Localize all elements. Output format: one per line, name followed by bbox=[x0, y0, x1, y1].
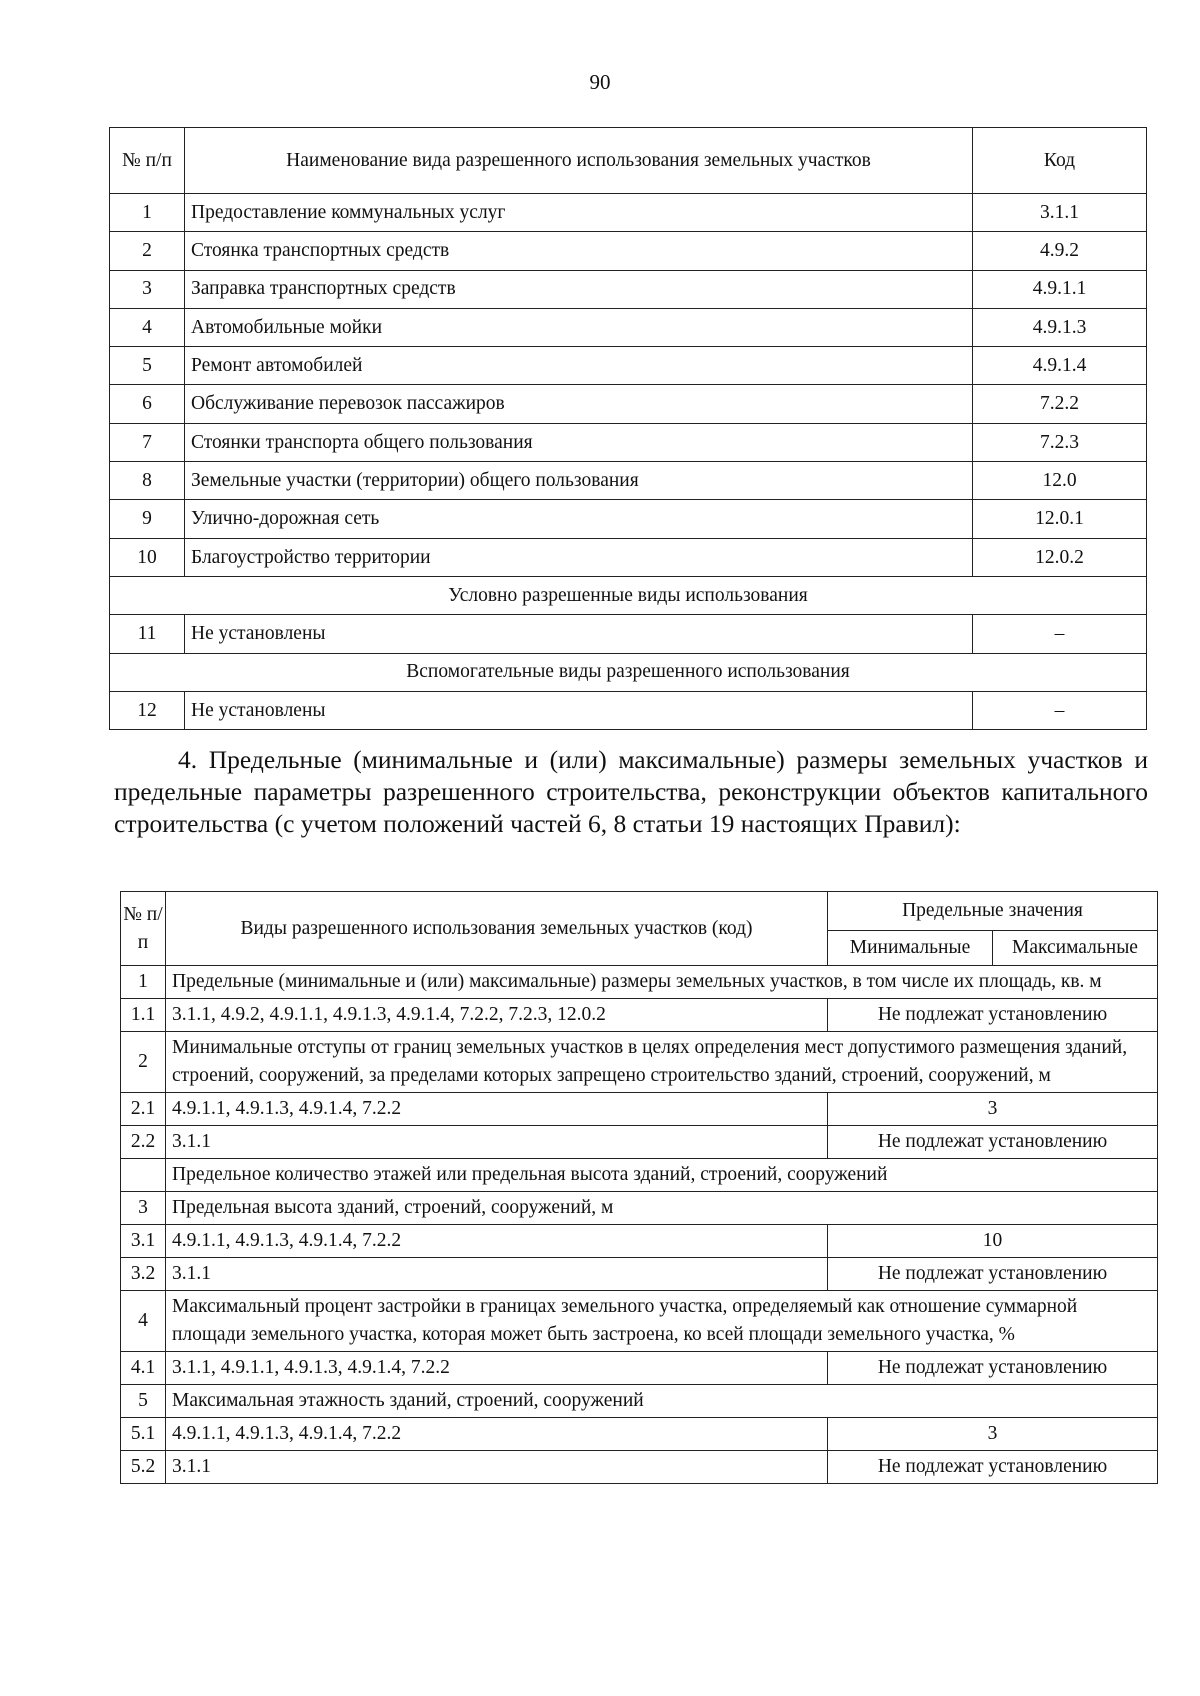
section-text: Максимальная этажность зданий, строений, сооружений bbox=[166, 1385, 1158, 1418]
row-num: 5.2 bbox=[121, 1451, 166, 1484]
section-text: Предельное количество этажей или предельная высота зданий, строений, сооружений bbox=[166, 1159, 1158, 1192]
table-row bbox=[110, 462, 1147, 500]
row-num: 3 bbox=[121, 1192, 166, 1225]
table-row bbox=[110, 538, 1147, 576]
limits-table bbox=[120, 891, 1158, 1484]
table-row bbox=[121, 999, 1158, 1032]
row-code: 4.9.1.1 bbox=[973, 270, 1147, 308]
table-row bbox=[110, 615, 1147, 653]
table-row bbox=[110, 500, 1147, 538]
row-num: 1.1 bbox=[121, 999, 166, 1032]
section-text: Максимальный процент застройки в границах земельного участка, определяемый как отношение суммарной площади земельного участка, которая может быть застроена, ко всей площади земельного участка, % bbox=[166, 1291, 1158, 1352]
row-value: 10 bbox=[828, 1225, 1158, 1258]
header-name: Наименование вида разрешенного использования земельных участков bbox=[185, 128, 973, 194]
row-num: 2 bbox=[121, 1032, 166, 1093]
section-row bbox=[121, 1192, 1158, 1225]
row-value: Не подлежат установлению bbox=[828, 1258, 1158, 1291]
row-value: 3 bbox=[828, 1418, 1158, 1451]
row-codes: 3.1.1 bbox=[166, 1126, 828, 1159]
group-row bbox=[110, 576, 1147, 614]
header-num: № п/п bbox=[121, 892, 166, 966]
table-row bbox=[110, 385, 1147, 423]
row-name: Стоянка транспортных средств bbox=[185, 232, 973, 270]
table-row bbox=[110, 194, 1147, 232]
row-num: 4 bbox=[121, 1291, 166, 1352]
row-code: – bbox=[973, 691, 1147, 729]
header-max: Максимальные bbox=[993, 931, 1158, 966]
row-num: 5.1 bbox=[121, 1418, 166, 1451]
row-num: 1 bbox=[110, 194, 185, 232]
row-code: 12.0.2 bbox=[973, 538, 1147, 576]
row-code: 12.0 bbox=[973, 462, 1147, 500]
section-row bbox=[121, 1291, 1158, 1352]
auxiliary-use-header: Вспомогательные виды разрешенного использования bbox=[110, 653, 1147, 691]
row-codes: 3.1.1, 4.9.2, 4.9.1.1, 4.9.1.3, 4.9.1.4, 7.2.2, 7.2.3, 12.0.2 bbox=[166, 999, 828, 1032]
row-num: 7 bbox=[110, 423, 185, 461]
section-text: Предельные (минимальные и (или) максимальные) размеры земельных участков, в том числе их площадь, кв. м bbox=[166, 966, 1158, 999]
row-code: 7.2.2 bbox=[973, 385, 1147, 423]
table-header-row bbox=[121, 892, 1158, 931]
row-num: 2.2 bbox=[121, 1126, 166, 1159]
header-code: Код bbox=[973, 128, 1147, 194]
row-codes: 4.9.1.1, 4.9.1.3, 4.9.1.4, 7.2.2 bbox=[166, 1225, 828, 1258]
row-code: 3.1.1 bbox=[973, 194, 1147, 232]
table-row bbox=[121, 1093, 1158, 1126]
section-row bbox=[121, 1385, 1158, 1418]
table-row bbox=[110, 691, 1147, 729]
row-value: Не подлежат установлению bbox=[828, 999, 1158, 1032]
row-code: 12.0.1 bbox=[973, 500, 1147, 538]
row-name: Обслуживание перевозок пассажиров bbox=[185, 385, 973, 423]
row-num: 6 bbox=[110, 385, 185, 423]
conditional-use-header: Условно разрешенные виды использования bbox=[110, 576, 1147, 614]
table-row bbox=[121, 1418, 1158, 1451]
table-row bbox=[110, 308, 1147, 346]
row-num: 1 bbox=[121, 966, 166, 999]
row-num: 4.1 bbox=[121, 1352, 166, 1385]
row-codes: 4.9.1.1, 4.9.1.3, 4.9.1.4, 7.2.2 bbox=[166, 1093, 828, 1126]
section-row bbox=[121, 1032, 1158, 1093]
row-codes: 3.1.1 bbox=[166, 1451, 828, 1484]
row-code: 7.2.3 bbox=[973, 423, 1147, 461]
table-row bbox=[110, 347, 1147, 385]
row-num: 3.2 bbox=[121, 1258, 166, 1291]
table-row bbox=[121, 1451, 1158, 1484]
row-num: 11 bbox=[110, 615, 185, 653]
table-header-row bbox=[110, 128, 1147, 194]
row-name: Благоустройство территории bbox=[185, 538, 973, 576]
row-name: Предоставление коммунальных услуг bbox=[185, 194, 973, 232]
row-num: 8 bbox=[110, 462, 185, 500]
section-4-paragraph: 4. Предельные (минимальные и (или) максимальные) размеры земельных участков и предельные параметры разрешенного строительства, реконструкции объектов капитального строительства (с учетом положений частей 6, 8 статьи 19 настоящих Правил): bbox=[114, 745, 1148, 838]
row-name: Не установлены bbox=[185, 615, 973, 653]
row-num: 4 bbox=[110, 308, 185, 346]
row-value: Не подлежат установлению bbox=[828, 1451, 1158, 1484]
row-num bbox=[121, 1159, 166, 1192]
row-code: 4.9.1.4 bbox=[973, 347, 1147, 385]
table-row bbox=[121, 1352, 1158, 1385]
row-code: 4.9.2 bbox=[973, 232, 1147, 270]
header-types: Виды разрешенного использования земельных участков (код) bbox=[166, 892, 828, 966]
row-name: Не установлены bbox=[185, 691, 973, 729]
row-code: – bbox=[973, 615, 1147, 653]
page-number: 90 bbox=[589, 70, 611, 94]
row-name: Заправка транспортных средств bbox=[185, 270, 973, 308]
row-name: Стоянки транспорта общего пользования bbox=[185, 423, 973, 461]
table-row bbox=[121, 1225, 1158, 1258]
table-row bbox=[121, 1258, 1158, 1291]
row-codes: 4.9.1.1, 4.9.1.3, 4.9.1.4, 7.2.2 bbox=[166, 1418, 828, 1451]
table-row bbox=[110, 232, 1147, 270]
row-num: 2 bbox=[110, 232, 185, 270]
row-codes: 3.1.1, 4.9.1.1, 4.9.1.3, 4.9.1.4, 7.2.2 bbox=[166, 1352, 828, 1385]
header-min: Минимальные bbox=[828, 931, 993, 966]
row-name: Ремонт автомобилей bbox=[185, 347, 973, 385]
row-num: 5 bbox=[121, 1385, 166, 1418]
table-row bbox=[110, 270, 1147, 308]
row-num: 5 bbox=[110, 347, 185, 385]
row-num: 2.1 bbox=[121, 1093, 166, 1126]
row-num: 12 bbox=[110, 691, 185, 729]
section-row bbox=[121, 1159, 1158, 1192]
row-code: 4.9.1.3 bbox=[973, 308, 1147, 346]
header-num: № п/п bbox=[110, 128, 185, 194]
group-row bbox=[110, 653, 1147, 691]
row-num: 10 bbox=[110, 538, 185, 576]
section-row bbox=[121, 966, 1158, 999]
section-text: Предельная высота зданий, строений, сооружений, м bbox=[166, 1192, 1158, 1225]
permitted-use-table bbox=[109, 127, 1147, 730]
row-name: Земельные участки (территории) общего пользования bbox=[185, 462, 973, 500]
row-num: 3 bbox=[110, 270, 185, 308]
row-value: Не подлежат установлению bbox=[828, 1126, 1158, 1159]
section-text: Минимальные отступы от границ земельных участков в целях определения мест допустимого размещения зданий, строений, сооружений, за пределами которых запрещено строительство зданий, строений, сооружений, м bbox=[166, 1032, 1158, 1093]
table-row bbox=[121, 1126, 1158, 1159]
row-num: 9 bbox=[110, 500, 185, 538]
row-num: 3.1 bbox=[121, 1225, 166, 1258]
row-codes: 3.1.1 bbox=[166, 1258, 828, 1291]
row-value: 3 bbox=[828, 1093, 1158, 1126]
row-name: Улично-дорожная сеть bbox=[185, 500, 973, 538]
row-value: Не подлежат установлению bbox=[828, 1352, 1158, 1385]
table-row bbox=[110, 423, 1147, 461]
row-name: Автомобильные мойки bbox=[185, 308, 973, 346]
header-limits: Предельные значения bbox=[828, 892, 1158, 931]
